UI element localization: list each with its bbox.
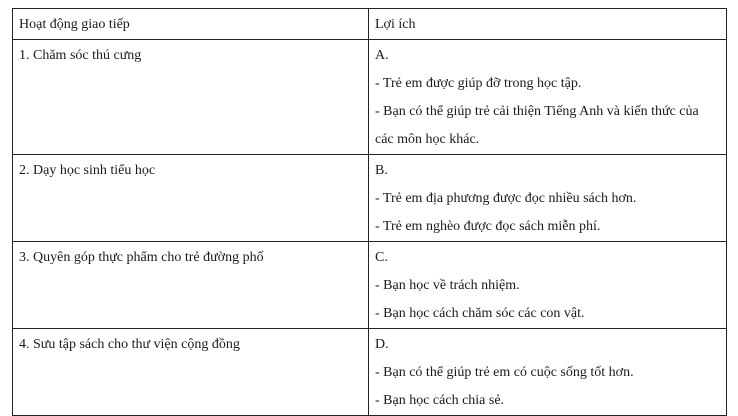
benefit-item: - Trẻ em nghèo được đọc sách miễn phí.: [375, 219, 601, 234]
table-row: [13, 329, 727, 416]
benefit-letter: A.: [375, 48, 389, 63]
benefit-cell: [369, 329, 727, 416]
header-benefit-label: Lợi ích: [375, 17, 416, 32]
activity-text: 4. Sưu tập sách cho thư viện cộng đồng: [19, 337, 240, 352]
activity-text: 2. Dạy học sinh tiểu học: [19, 163, 156, 178]
benefit-item: - Bạn có thể giúp trẻ cải thiện Tiếng Anh và kiến thức của các môn học khác.: [375, 104, 699, 147]
header-activity-label: Hoạt động giao tiếp: [19, 17, 130, 32]
activity-cell: [13, 242, 369, 329]
benefit-item: - Bạn học về trách nhiệm.: [375, 278, 520, 293]
benefit-cell: [369, 242, 727, 329]
benefit-item: - Bạn học cách chia sẻ.: [375, 393, 505, 408]
activity-cell: [13, 155, 369, 242]
benefit-letter: D.: [375, 337, 389, 352]
table-header-row: [13, 9, 727, 40]
benefit-item: - Bạn có thể giúp trẻ em có cuộc sống tốt hơn.: [375, 365, 634, 380]
benefit-letter: B.: [375, 163, 388, 178]
activity-cell: [13, 329, 369, 416]
benefit-cell: [369, 155, 727, 242]
benefit-item: - Trẻ em địa phương được đọc nhiều sách hơn.: [375, 191, 637, 206]
benefit-cell: [369, 40, 727, 155]
table-row: [13, 242, 727, 329]
activity-text: 3. Quyên góp thực phẩm cho trẻ đường phố: [19, 250, 264, 265]
header-activity-cell: [13, 9, 369, 40]
activity-cell: [13, 40, 369, 155]
table-row: [13, 155, 727, 242]
benefit-item: - Trẻ em được giúp đỡ trong học tập.: [375, 76, 582, 91]
activity-text: 1. Chăm sóc thú cưng: [19, 48, 142, 63]
activities-table: [12, 8, 727, 416]
header-benefit-cell: [369, 9, 727, 40]
benefit-item: - Bạn học cách chăm sóc các con vật.: [375, 306, 585, 321]
benefit-letter: C.: [375, 250, 388, 265]
table-row: [13, 40, 727, 155]
